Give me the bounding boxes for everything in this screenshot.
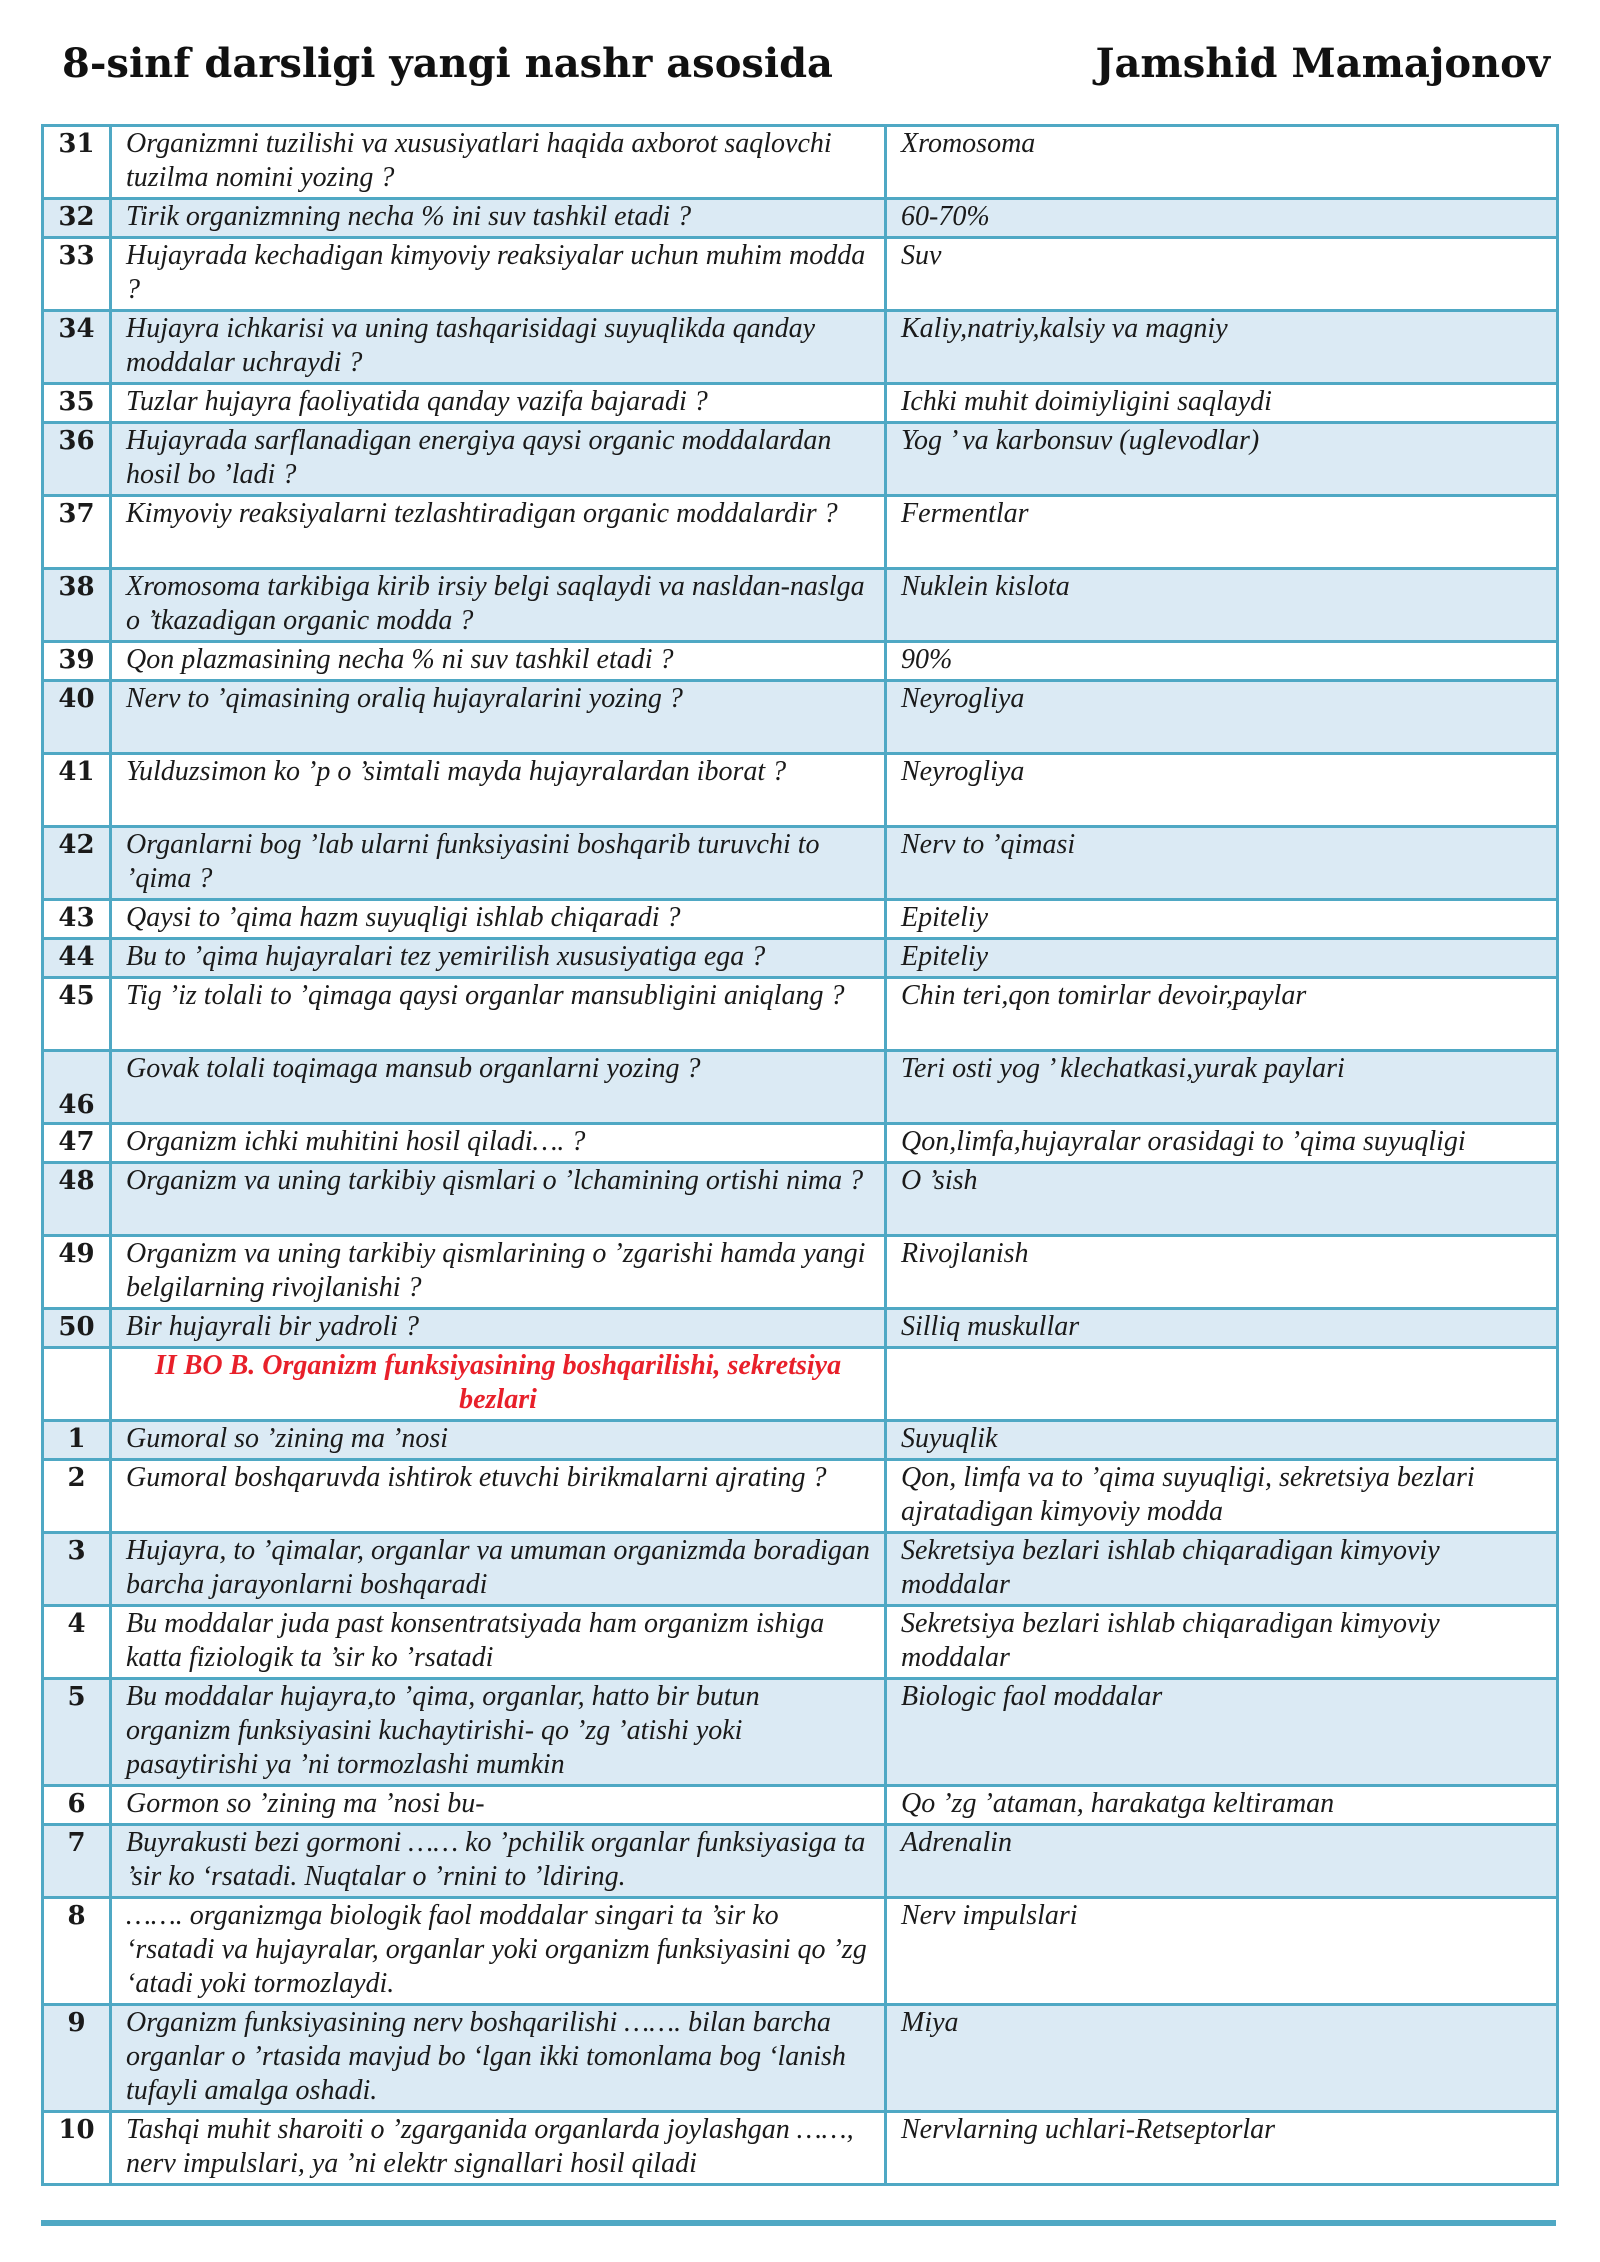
- question-cell: Qon plazmasining necha % ni suv tashkil etadi ?: [111, 642, 886, 681]
- page-header: [62, 40, 1550, 90]
- answer-cell: Teri osti yog ’ klechatkasi,yurak paylari: [886, 1051, 1558, 1124]
- answer-cell: Chin teri,qon tomirlar devoir,paylar: [886, 978, 1558, 1051]
- table-row: [43, 1679, 1558, 1786]
- row-number: 40: [43, 681, 111, 754]
- row-number: 10: [43, 2112, 111, 2185]
- answer-cell: 90%: [886, 642, 1558, 681]
- row-number: 7: [43, 1825, 111, 1898]
- table-row: [43, 1421, 1558, 1460]
- table-row: [43, 1236, 1558, 1309]
- table-row: [43, 681, 1558, 754]
- answer-cell: Suyuqlik: [886, 1421, 1558, 1460]
- row-number: 2: [43, 1460, 111, 1533]
- row-number: 1: [43, 1421, 111, 1460]
- question-cell: Organlarni bog ’lab ularni funksiyasini boshqarib turuvchi to ’qima ?: [111, 827, 886, 900]
- answer-cell: Yog ’ va karbonsuv (uglevodlar): [886, 423, 1558, 496]
- question-cell: Qaysi to ’qima hazm suyuqligi ishlab chiqaradi ?: [111, 900, 886, 939]
- question-cell: ……. organizmga biologik faol moddalar singari ta ’sir ko ‘rsatadi va hujayralar, organlar yoki organizm funksiyasini qo ’zg ‘atadi yoki tormozlaydi.: [111, 1898, 886, 2005]
- question-cell: Organizm va uning tarkibiy qismlari o ’lchamining ortishi nima ?: [111, 1163, 886, 1236]
- table-row: [43, 1460, 1558, 1533]
- row-number: 42: [43, 827, 111, 900]
- row-number: 37: [43, 496, 111, 569]
- question-cell: Organizm funksiyasining nerv boshqarilishi ……. bilan barcha organlar o ’rtasida mavjud bo ‘lgan ikki tomonlama bog ‘lanish tufayli amalga oshadi.: [111, 2005, 886, 2112]
- question-cell: Gormon so ’zining ma ’nosi bu-: [111, 1786, 886, 1825]
- answer-cell: Epiteliy: [886, 939, 1558, 978]
- row-number: 46: [43, 1051, 111, 1124]
- header-author: Jamshid Mamajonov: [1095, 40, 1550, 87]
- answer-cell: Silliq muskullar: [886, 1309, 1558, 1348]
- table-row: [43, 2005, 1558, 2112]
- row-number: 43: [43, 900, 111, 939]
- row-number: 5: [43, 1679, 111, 1786]
- question-cell: Organizm ichki muhitini hosil qiladi…. ?: [111, 1124, 886, 1163]
- row-number: 36: [43, 423, 111, 496]
- table-row: [43, 423, 1558, 496]
- table-row: [43, 1786, 1558, 1825]
- answer-cell: Neyrogliya: [886, 754, 1558, 827]
- answer-cell: Rivojlanish: [886, 1236, 1558, 1309]
- answer-cell: Suv: [886, 238, 1558, 311]
- question-cell: Bu moddalar hujayra,to ’qima, organlar, hatto bir butun organizm funksiyasini kuchaytirishi- qo ’zg ’atishi yoki pasaytirishi ya ’ni tormozlashi mumkin: [111, 1679, 886, 1786]
- question-cell: Tirik organizmning necha % ini suv tashkil etadi ?: [111, 199, 886, 238]
- row-number: 6: [43, 1786, 111, 1825]
- table-row: [43, 569, 1558, 642]
- question-cell: Tig ’iz tolali to ’qimaga qaysi organlar mansubligini aniqlang ?: [111, 978, 886, 1051]
- question-cell: Nerv to ’qimasining oraliq hujayralarini yozing ?: [111, 681, 886, 754]
- row-number: 35: [43, 384, 111, 423]
- row-number: 39: [43, 642, 111, 681]
- answer-cell: Ichki muhit doimiyligini saqlaydi: [886, 384, 1558, 423]
- answer-cell: Nuklein kislota: [886, 569, 1558, 642]
- table-row: [43, 642, 1558, 681]
- section-heading: II BO B. Organizm funksiyasining boshqarilishi, sekretsiya bezlari: [111, 1348, 886, 1421]
- answer-cell: Qon,limfa,hujayralar orasidagi to ’qima suyuqligi: [886, 1124, 1558, 1163]
- row-number: 49: [43, 1236, 111, 1309]
- question-cell: Organizmni tuzilishi va xususiyatlari haqida axborot saqlovchi tuzilma nomini yozing ?: [111, 126, 886, 199]
- answer-cell: Miya: [886, 2005, 1558, 2112]
- table-row: [43, 1163, 1558, 1236]
- table-row: [43, 496, 1558, 569]
- question-cell: Hujayrada sarflanadigan energiya qaysi organic moddalardan hosil bo ’ladi ?: [111, 423, 886, 496]
- row-number: 34: [43, 311, 111, 384]
- answer-cell: Nervlarning uchlari-Retseptorlar: [886, 2112, 1558, 2185]
- answer-cell: Xromosoma: [886, 126, 1558, 199]
- question-cell: Gumoral boshqaruvda ishtirok etuvchi birikmalarni ajrating ?: [111, 1460, 886, 1533]
- question-cell: Organizm va uning tarkibiy qismlarining o ’zgarishi hamda yangi belgilarning rivojlanishi ?: [111, 1236, 886, 1309]
- row-number: 33: [43, 238, 111, 311]
- answer-cell: Adrenalin: [886, 1825, 1558, 1898]
- table-row: [43, 754, 1558, 827]
- answer-cell: Epiteliy: [886, 900, 1558, 939]
- table-row: [43, 2112, 1558, 2185]
- section-heading-row: [43, 1348, 1558, 1421]
- table-row: [43, 1124, 1558, 1163]
- row-number: 8: [43, 1898, 111, 2005]
- question-cell: Yulduzsimon ko ’p o ’simtali mayda hujayralardan iborat ?: [111, 754, 886, 827]
- answer-cell: Fermentlar: [886, 496, 1558, 569]
- answer-cell: Neyrogliya: [886, 681, 1558, 754]
- question-cell: Govak tolali toqimaga mansub organlarni yozing ?: [111, 1051, 886, 1124]
- answer-cell: Sekretsiya bezlari ishlab chiqaradigan kimyoviy moddalar: [886, 1533, 1558, 1606]
- qa-table: [41, 124, 1559, 2186]
- question-cell: Bu moddalar juda past konsentratsiyada ham organizm ishiga katta fiziologik ta ’sir ko ’rsatadi: [111, 1606, 886, 1679]
- row-number: 50: [43, 1309, 111, 1348]
- question-cell: Tuzlar hujayra faoliyatida qanday vazifa bajaradi ?: [111, 384, 886, 423]
- table-row: [43, 384, 1558, 423]
- table-bottom-border: [41, 2220, 1556, 2226]
- row-number: 31: [43, 126, 111, 199]
- row-number: 48: [43, 1163, 111, 1236]
- question-cell: Hujayra, to ’qimalar, organlar va umuman organizmda boradigan barcha jarayonlarni boshqaradi: [111, 1533, 886, 1606]
- question-cell: Tashqi muhit sharoiti o ’zgarganida organlarda joylashgan ……, nerv impulslari, ya ’ni elektr signallari hosil qiladi: [111, 2112, 886, 2185]
- answer-cell: Biologic faol moddalar: [886, 1679, 1558, 1786]
- table-row: [43, 199, 1558, 238]
- table-row: [43, 1898, 1558, 2005]
- answer-cell: Qon, limfa va to ’qima suyuqligi, sekretsiya bezlari ajratadigan kimyoviy modda: [886, 1460, 1558, 1533]
- row-number: 32: [43, 199, 111, 238]
- question-cell: Bu to ’qima hujayralari tez yemirilish xususiyatiga ega ?: [111, 939, 886, 978]
- table-row: [43, 1533, 1558, 1606]
- answer-cell: Sekretsiya bezlari ishlab chiqaradigan kimyoviy moddalar: [886, 1606, 1558, 1679]
- row-number: 9: [43, 2005, 111, 2112]
- table-row: [43, 1309, 1558, 1348]
- table-row: [43, 311, 1558, 384]
- answer-cell: Nerv to ’qimasi: [886, 827, 1558, 900]
- row-number: 38: [43, 569, 111, 642]
- row-number: 4: [43, 1606, 111, 1679]
- table-row: [43, 1606, 1558, 1679]
- table-row: [43, 827, 1558, 900]
- table-row: [43, 939, 1558, 978]
- answer-cell: Kaliy,natriy,kalsiy va magniy: [886, 311, 1558, 384]
- answer-cell: O ’sish: [886, 1163, 1558, 1236]
- table-row: [43, 126, 1558, 199]
- table-row: [43, 1825, 1558, 1898]
- row-number: 41: [43, 754, 111, 827]
- row-number: [43, 1348, 111, 1421]
- header-title: 8-sinf darsligi yangi nashr asosida: [62, 40, 833, 87]
- question-cell: Hujayrada kechadigan kimyoviy reaksiyalar uchun muhim modda ?: [111, 238, 886, 311]
- row-number: 47: [43, 1124, 111, 1163]
- table-row: [43, 238, 1558, 311]
- answer-cell: 60-70%: [886, 199, 1558, 238]
- answer-cell: Qo ’zg ’ataman, harakatga keltiraman: [886, 1786, 1558, 1825]
- question-cell: Bir hujayrali bir yadroli ?: [111, 1309, 886, 1348]
- question-cell: Kimyoviy reaksiyalarni tezlashtiradigan organic moddalardir ?: [111, 496, 886, 569]
- table-row: [43, 1051, 1558, 1124]
- question-cell: Hujayra ichkarisi va uning tashqarisidagi suyuqlikda qanday moddalar uchraydi ?: [111, 311, 886, 384]
- table-row: [43, 978, 1558, 1051]
- question-cell: Xromosoma tarkibiga kirib irsiy belgi saqlaydi va nasldan-naslga o ’tkazadigan organic modda ?: [111, 569, 886, 642]
- question-cell: Gumoral so ’zining ma ’nosi: [111, 1421, 886, 1460]
- answer-cell: [886, 1348, 1558, 1421]
- table-row: [43, 900, 1558, 939]
- row-number: 45: [43, 978, 111, 1051]
- answer-cell: Nerv impulslari: [886, 1898, 1558, 2005]
- question-cell: Buyrakusti bezi gormoni …… ko ’pchilik organlar funksiyasiga ta ’sir ko ‘rsatadi. Nuqtalar o ’rnini to ’ldiring.: [111, 1825, 886, 1898]
- row-number: 44: [43, 939, 111, 978]
- row-number: 3: [43, 1533, 111, 1606]
